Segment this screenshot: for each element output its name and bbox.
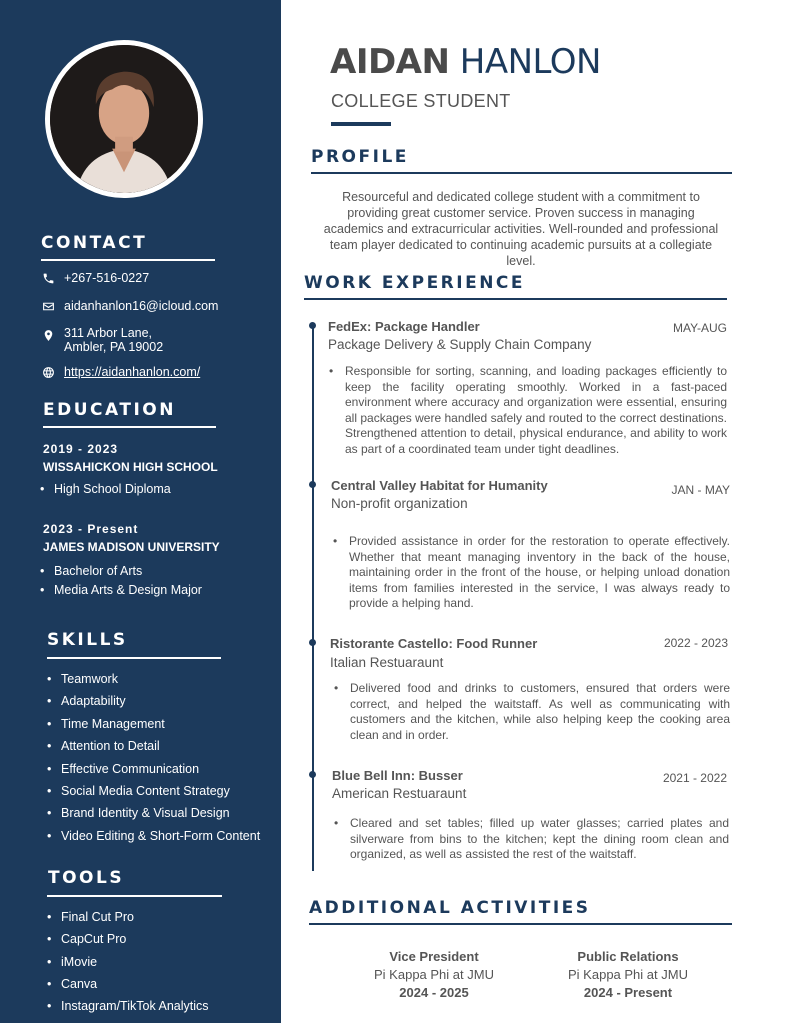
list-item: • Brand Identity & Visual Design — [47, 802, 260, 824]
edu-list-1 — [40, 482, 171, 496]
timeline-dot — [309, 481, 316, 488]
contact-phone — [40, 271, 149, 285]
list-item: • Attention to Detail — [47, 735, 260, 757]
job-title-2: Central Valley Habitat for Humanity — [331, 478, 548, 493]
education-divider — [43, 426, 216, 428]
skills-heading: SKILLS — [47, 630, 128, 650]
tools-heading: TOOLS — [48, 868, 125, 888]
last-name: HANLON — [459, 42, 601, 82]
list-item: • Social Media Content Strategy — [47, 780, 260, 802]
list-item: • Bachelor of Arts — [40, 562, 202, 581]
website-link[interactable]: https://aidanhanlon.com/ — [64, 365, 201, 379]
full-name — [330, 42, 601, 82]
education-heading: EDUCATION — [43, 400, 176, 420]
edu-list-2 — [40, 562, 202, 600]
email-icon — [40, 299, 56, 313]
job-date-1: MAY-AUG — [672, 321, 727, 335]
job-date-4: 2021 - 2022 — [662, 771, 727, 785]
phone-icon — [40, 271, 56, 285]
edu-years-2: 2023 - Present — [43, 522, 139, 536]
work-divider — [304, 298, 727, 300]
job-description-3: • Delivered food and drinks to customers, ensured that orders were correct, and helped the waitstaff. As well as communicating with customers and the kitchen, while also helping keep the cooking area clean and in order. — [350, 681, 730, 743]
job-title-3: Ristorante Castello: Food Runner — [330, 636, 538, 651]
list-item: • iMovie — [47, 951, 209, 973]
activity-1 — [349, 949, 519, 1000]
profile-heading: PROFILE — [311, 147, 409, 167]
tools-divider — [47, 895, 222, 897]
job-subtitle: COLLEGE STUDENT — [331, 91, 511, 111]
address-line-2: Ambler, PA 19002 — [64, 340, 164, 354]
contact-divider — [41, 259, 215, 261]
activity-role: Public Relations — [577, 949, 679, 964]
job-date-3: 2022 - 2023 — [663, 636, 728, 650]
timeline-line — [312, 326, 314, 871]
address-line-1: 311 Arbor Lane, — [64, 326, 153, 340]
job-title-4: Blue Bell Inn: Busser — [332, 768, 463, 783]
email-text[interactable]: aidanhanlon16@icloud.com — [64, 299, 219, 313]
globe-icon — [40, 365, 56, 379]
contact-address — [40, 326, 163, 354]
list-item: • Instagram/TikTok Analytics — [47, 995, 209, 1017]
portrait-image-icon — [50, 45, 198, 193]
first-name: AIDAN — [330, 42, 450, 82]
activity-2 — [543, 949, 713, 1000]
job-description-2: • Provided assistance in order for the restoration to operate effectively. Whether that meant managing inventory in the back of the house, maintaining order in the front of the house, or helping unload donation items from families interested in the service, I was always ready to provide a helping hand. — [349, 534, 730, 612]
phone-text: +267-516-0227 — [64, 271, 150, 285]
list-item: • CapCut Pro — [47, 928, 209, 950]
job-date-2: JAN - MAY — [671, 483, 730, 497]
activities-divider — [309, 923, 732, 925]
edu-school-1: WISSAHICKON HIGH SCHOOL — [43, 460, 218, 474]
activity-years: 2024 - Present — [583, 985, 673, 1000]
list-item: • Media Arts & Design Major — [40, 581, 202, 600]
timeline-dot — [309, 639, 316, 646]
edu-school-2: JAMES MADISON UNIVERSITY — [43, 540, 220, 554]
list-item: • Time Management — [47, 713, 260, 735]
location-pin-icon — [40, 328, 56, 342]
activity-role: Vice President — [389, 949, 479, 964]
list-item: • High School Diploma — [40, 482, 171, 496]
profile-photo — [45, 40, 203, 198]
job-company-3: Italian Restuaraunt — [330, 655, 444, 670]
timeline-dot — [309, 771, 316, 778]
contact-website — [40, 365, 200, 379]
profile-divider — [311, 172, 732, 174]
contact-heading: CONTACT — [41, 233, 148, 253]
tools-list — [47, 906, 209, 1017]
job-company-2: Non-profit organization — [331, 496, 468, 511]
list-item: • Video Editing & Short-Form Content — [47, 825, 260, 847]
activity-years: 2024 - 2025 — [399, 985, 469, 1000]
activity-org: Pi Kappa Phi at JMU — [374, 967, 494, 982]
list-item: • Teamwork — [47, 668, 260, 690]
sidebar — [0, 0, 281, 1023]
list-item: • Effective Communication — [47, 758, 260, 780]
job-company-4: American Restuaraunt — [332, 786, 467, 801]
timeline-dot — [309, 322, 316, 329]
contact-email — [40, 299, 218, 313]
job-company-1: Package Delivery & Supply Chain Company — [328, 337, 592, 352]
activity-org: Pi Kappa Phi at JMU — [568, 967, 688, 982]
activities-heading: ADDITIONAL ACTIVITIES — [309, 898, 591, 918]
skills-divider — [47, 657, 221, 659]
edu-years-1: 2019 - 2023 — [43, 442, 119, 456]
list-item: • Adaptability — [47, 690, 260, 712]
job-title-1: FedEx: Package Handler — [328, 319, 480, 334]
list-item: • Canva — [47, 973, 209, 995]
skills-list — [47, 668, 260, 847]
profile-text: Resourceful and dedicated college student with a commitment to providing great customer service. Proven success in managing academics and extracurricular activities. Well-rounded and professional team player dedicated to continuing academic pursuits at a collegiate level. — [323, 190, 719, 268]
title-accent-bar — [331, 122, 391, 126]
work-heading: WORK EXPERIENCE — [304, 273, 526, 293]
job-description-4: • Cleared and set tables; filled up water glasses; carried plates and silverware from bins to the kitchen; kept the dining room clean and organized, as well as assisted the rest of the waitstaff. — [350, 816, 729, 863]
list-item: • Final Cut Pro — [47, 906, 209, 928]
job-description-1: • Responsible for sorting, scanning, and loading packages efficiently to keep the facility operating smoothly. Worked in a fast-paced environment where accuracy and organization were essential, ensuring all packages were handled safely and routed to the correct destinations. Strengthened attention to detail, physical endurance, and ability to work as part of a coordinated team under tight deadlines. — [345, 364, 727, 458]
